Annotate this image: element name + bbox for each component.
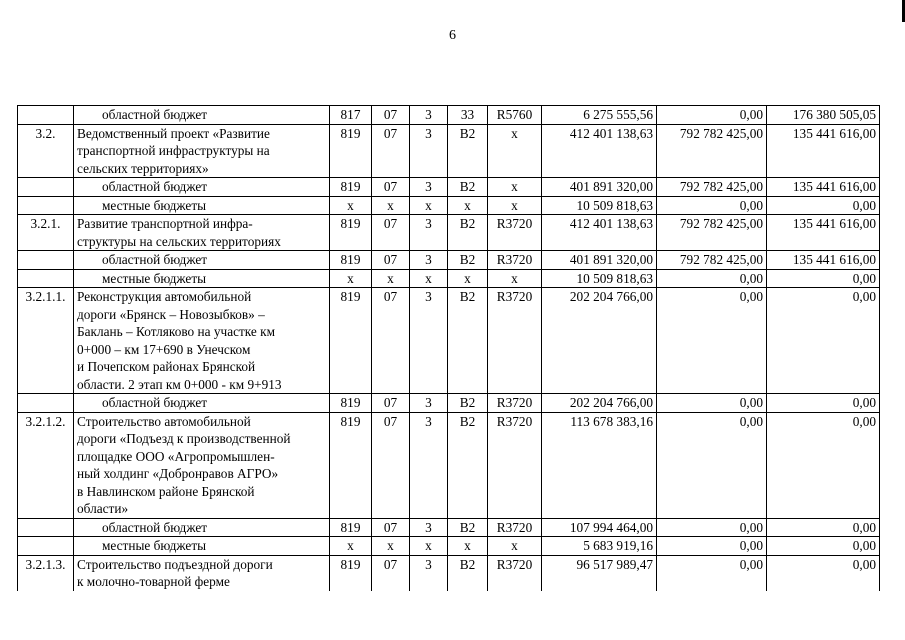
row-subsection-cell: 3 [410,412,448,518]
row-value-2-cell: 0,00 [657,555,767,591]
row-value-2-cell: 0,00 [657,288,767,394]
row-section-cell: 07 [372,215,410,251]
row-ministry-cell: 819 [330,394,372,413]
row-program-cell: х [448,269,488,288]
row-value-3-cell: 135 441 616,00 [767,251,880,270]
row-value-3-cell: 0,00 [767,196,880,215]
row-value-1-cell: 10 509 818,63 [542,269,657,288]
row-value-3-cell: 135 441 616,00 [767,215,880,251]
row-name-line: дороги «Подъезд к производственной [77,431,291,446]
row-name-cell [74,124,330,178]
budget-table [17,105,880,591]
row-value-3-cell: 0,00 [767,555,880,591]
row-name-cell [74,518,330,537]
row-name-line: Реконструкция автомобильной [77,289,252,304]
row-code-cell [18,518,74,537]
row-subsection-cell: 3 [410,124,448,178]
row-ministry-cell: х [330,196,372,215]
row-value-1-cell: 401 891 320,00 [542,178,657,197]
row-program-cell: В2 [448,251,488,270]
table-row [18,106,880,125]
row-section-cell: х [372,269,410,288]
row-ministry-cell: 819 [330,215,372,251]
row-value-3-cell: 0,00 [767,537,880,556]
row-value-1-cell: 5 683 919,16 [542,537,657,556]
row-name-cell [74,555,330,591]
row-value-3-cell: 0,00 [767,394,880,413]
row-code-cell [18,537,74,556]
row-value-3-cell: 176 380 505,05 [767,106,880,125]
row-program-cell: В2 [448,518,488,537]
row-value-2-cell: 0,00 [657,269,767,288]
table-row [18,251,880,270]
row-name-line: областной бюджет [102,395,208,410]
row-target-cell: R3720 [488,394,542,413]
row-section-cell: 07 [372,288,410,394]
row-name-line: Ведомственный проект «Развитие [77,125,270,141]
page-number: 6 [449,28,456,43]
row-section-cell: 07 [372,251,410,270]
row-value-1-cell: 202 204 766,00 [542,288,657,394]
row-name-cell [74,251,330,270]
row-subsection-cell: 3 [410,215,448,251]
row-ministry-cell: 819 [330,555,372,591]
table-row [18,518,880,537]
row-value-3-cell: 0,00 [767,269,880,288]
row-program-cell: х [448,196,488,215]
row-ministry-cell: 819 [330,178,372,197]
row-name-line: и Почепском районах Брянской [77,359,256,374]
row-name-cell [74,178,330,197]
row-target-cell: R3720 [488,215,542,251]
row-subsection-cell: 3 [410,518,448,537]
row-program-cell: В2 [448,555,488,591]
row-section-cell: 07 [372,178,410,197]
row-target-cell: R5760 [488,106,542,125]
row-name-line: ный холдинг «Добронравов АГРО» [77,466,279,481]
table-row [18,394,880,413]
row-name-cell [74,106,330,125]
table-row [18,215,880,251]
row-section-cell: 07 [372,106,410,125]
row-code-cell: 3.2.1.3. [18,555,74,591]
row-subsection-cell: 3 [410,555,448,591]
row-name-line: местные бюджеты [102,270,207,286]
row-program-cell: 33 [448,106,488,125]
row-name-line: Развитие транспортной инфра- [77,216,253,231]
row-target-cell: R3720 [488,555,542,591]
row-code-cell: 3.2.1.1. [18,288,74,394]
row-value-1-cell: 401 891 320,00 [542,251,657,270]
row-subsection-cell: 3 [410,394,448,413]
row-name-cell [74,288,330,394]
row-name-line: транспортной инфраструктуры на [77,143,270,158]
row-target-cell: х [488,124,542,178]
row-name-line: Баклань – Котляково на участке км [77,324,276,339]
row-value-3-cell: 0,00 [767,288,880,394]
row-program-cell: х [448,537,488,556]
row-value-3-cell: 0,00 [767,518,880,537]
row-program-cell: В2 [448,124,488,178]
row-subsection-cell: 3 [410,178,448,197]
row-value-2-cell: 0,00 [657,518,767,537]
row-subsection-cell: 3 [410,106,448,125]
row-section-cell: х [372,196,410,215]
row-ministry-cell: 819 [330,412,372,518]
row-program-cell: В2 [448,394,488,413]
row-ministry-cell: х [330,269,372,288]
row-value-3-cell: 135 441 616,00 [767,124,880,178]
row-program-cell: В2 [448,178,488,197]
row-section-cell: 07 [372,124,410,178]
row-ministry-cell: 819 [330,124,372,178]
row-name-line: сельских территориях» [77,160,209,176]
row-value-2-cell: 792 782 425,00 [657,251,767,270]
table-row [18,196,880,215]
row-name-line: Строительство автомобильной [77,413,251,429]
row-target-cell: х [488,269,542,288]
row-name-line: в Навлинском районе Брянской [77,483,255,499]
row-target-cell: R3720 [488,518,542,537]
row-value-2-cell: 792 782 425,00 [657,178,767,197]
row-target-cell: R3720 [488,412,542,518]
row-name-cell [74,537,330,556]
row-code-cell [18,178,74,197]
row-name-line: области. 2 этап км 0+000 - км 9+913 [77,376,282,392]
row-name-cell [74,269,330,288]
row-program-cell: В2 [448,288,488,394]
row-value-2-cell: 0,00 [657,394,767,413]
row-value-1-cell: 6 275 555,56 [542,106,657,125]
row-section-cell: 07 [372,518,410,537]
table-row [18,412,880,518]
row-value-1-cell: 412 401 138,63 [542,215,657,251]
row-code-cell [18,196,74,215]
row-ministry-cell: х [330,537,372,556]
row-program-cell: В2 [448,215,488,251]
row-ministry-cell: 819 [330,288,372,394]
row-name-line: к молочно-товарной ферме [77,574,230,589]
row-value-2-cell: 792 782 425,00 [657,124,767,178]
row-value-1-cell: 113 678 383,16 [542,412,657,518]
row-value-1-cell: 107 994 464,00 [542,518,657,537]
row-target-cell: х [488,178,542,197]
row-value-2-cell: 0,00 [657,196,767,215]
row-section-cell: 07 [372,555,410,591]
table-row [18,124,880,178]
row-section-cell: 07 [372,412,410,518]
row-name-line: областной бюджет [102,519,208,535]
row-value-1-cell: 10 509 818,63 [542,196,657,215]
row-name-line: структуры на сельских территориях [77,233,281,249]
row-subsection-cell: х [410,196,448,215]
row-name-line: площадке ООО «Агропромышлен- [77,448,275,464]
budget-table-body [18,106,880,591]
row-code-cell: 3.2. [18,124,74,178]
row-name-line: областной бюджет [102,252,208,267]
row-code-cell [18,269,74,288]
row-ministry-cell: 819 [330,251,372,270]
row-name-line: дороги «Брянск – Новозыбков» – [77,306,265,322]
table-row [18,288,880,394]
row-value-1-cell: 412 401 138,63 [542,124,657,178]
row-name-cell [74,196,330,215]
row-name-cell [74,412,330,518]
row-code-cell [18,251,74,270]
table-row [18,178,880,197]
row-ministry-cell: 817 [330,106,372,125]
row-value-1-cell: 96 517 989,47 [542,555,657,591]
row-section-cell: 07 [372,394,410,413]
table-row [18,269,880,288]
row-name-line: местные бюджеты [102,538,207,553]
row-subsection-cell: х [410,269,448,288]
row-subsection-cell: 3 [410,288,448,394]
row-code-cell: 3.2.1.2. [18,412,74,518]
row-name-line: области» [77,501,129,516]
row-ministry-cell: 819 [330,518,372,537]
row-program-cell: В2 [448,412,488,518]
table-row [18,555,880,591]
row-value-2-cell: 0,00 [657,412,767,518]
row-name-cell [74,394,330,413]
row-value-3-cell: 0,00 [767,412,880,518]
row-section-cell: х [372,537,410,556]
row-name-cell [74,215,330,251]
row-code-cell: 3.2.1. [18,215,74,251]
row-code-cell [18,106,74,125]
row-value-3-cell: 135 441 616,00 [767,178,880,197]
row-value-2-cell: 792 782 425,00 [657,215,767,251]
row-value-2-cell: 0,00 [657,537,767,556]
row-target-cell: R3720 [488,288,542,394]
row-target-cell: х [488,537,542,556]
table-row [18,537,880,556]
row-name-line: местные бюджеты [102,197,207,213]
row-code-cell [18,394,74,413]
row-name-line: Строительство подъездной дороги [77,556,273,572]
row-subsection-cell: 3 [410,251,448,270]
row-target-cell: х [488,196,542,215]
row-value-1-cell: 202 204 766,00 [542,394,657,413]
row-name-line: областной бюджет [102,179,208,194]
row-subsection-cell: х [410,537,448,556]
row-name-line: 0+000 – км 17+690 в Унечском [77,341,251,357]
row-value-2-cell: 0,00 [657,106,767,125]
row-name-line: областной бюджет [102,107,208,122]
row-target-cell: R3720 [488,251,542,270]
